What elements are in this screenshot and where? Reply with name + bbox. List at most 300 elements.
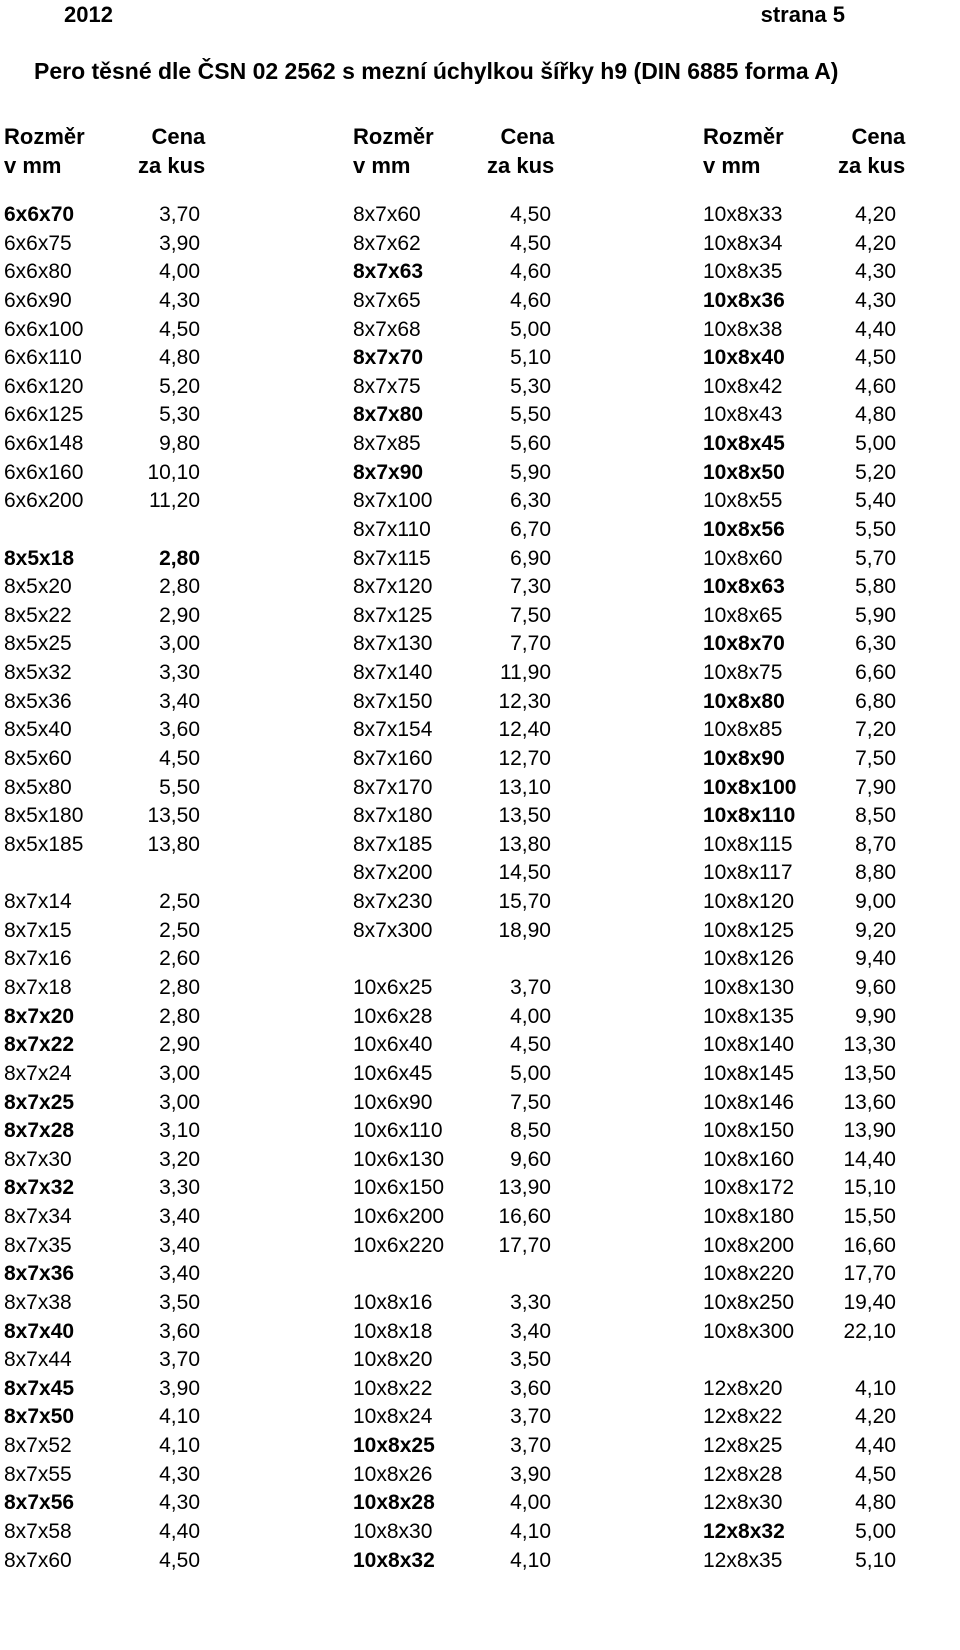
size-cell: 6x6x125: [4, 403, 84, 427]
price-cell: 4,20: [855, 1405, 896, 1429]
price-cell: 13,10: [498, 775, 551, 799]
table-row: [353, 1002, 551, 1032]
size-cell: 12x8x35: [703, 1548, 783, 1572]
size-cell: 10x8x135: [703, 1004, 795, 1028]
size-cell: 10x8x32: [353, 1548, 435, 1572]
size-cell: 10x8x90: [703, 746, 785, 770]
table-row: [4, 1145, 200, 1175]
price-cell: 9,60: [510, 1147, 551, 1171]
size-cell: 6x6x120: [4, 374, 84, 398]
size-cell: 12x8x25: [703, 1434, 783, 1458]
size-cell: 10x8x140: [703, 1033, 795, 1057]
size-cell: 8x7x70: [353, 346, 424, 370]
table-row: [353, 1317, 551, 1347]
table-row: [703, 1145, 896, 1175]
price-cell: 5,10: [510, 346, 551, 370]
table-row: [353, 229, 551, 259]
table-row: [703, 1059, 896, 1089]
table-row: [353, 429, 551, 459]
header-price-line: Cena: [500, 124, 555, 149]
size-cell: 10x8x25: [353, 1434, 435, 1458]
table-row: [703, 1088, 896, 1118]
size-cell: 8x7x120: [353, 575, 433, 599]
price-cell: 13,60: [843, 1090, 896, 1114]
table-row: [353, 1173, 551, 1203]
table-row: [4, 715, 200, 745]
table-row: [703, 1460, 896, 1490]
price-cell: 5,10: [855, 1548, 896, 1572]
size-cell: 8x5x180: [4, 804, 84, 828]
table-row: [353, 1231, 551, 1261]
size-cell: 8x7x25: [4, 1090, 75, 1114]
header-price-line: za kus: [838, 153, 906, 178]
price-cell: 7,50: [510, 603, 551, 627]
table-row: [703, 572, 896, 602]
table-row: [353, 973, 551, 1003]
price-cell: 5,00: [510, 1061, 551, 1085]
price-cell: 3,90: [510, 1462, 551, 1486]
size-cell: 8x7x180: [353, 804, 433, 828]
size-cell: 10x8x126: [703, 947, 795, 971]
table-row: [703, 1402, 896, 1432]
price-cell: 13,50: [498, 804, 551, 828]
size-cell: 8x7x62: [353, 231, 421, 255]
table-row: [4, 658, 200, 688]
size-cell: 10x8x180: [703, 1205, 795, 1229]
size-cell: 10x6x200: [353, 1205, 445, 1229]
size-cell: 8x7x35: [4, 1233, 72, 1257]
price-cell: 5,90: [855, 603, 896, 627]
size-cell: 12x8x32: [703, 1519, 785, 1543]
table-row: [353, 1517, 551, 1547]
price-cell: 4,30: [159, 288, 200, 312]
table-row: [353, 916, 551, 946]
table-row: [353, 601, 551, 631]
price-cell: 4,10: [510, 1519, 551, 1543]
table-row: [353, 458, 551, 488]
price-cell: 3,90: [159, 231, 200, 255]
price-cell: 3,40: [159, 689, 200, 713]
size-cell: 8x7x55: [4, 1462, 72, 1486]
table-row: [4, 830, 200, 860]
price-cell: 5,30: [159, 403, 200, 427]
price-cell: 8,70: [855, 832, 896, 856]
table-row: [4, 801, 200, 831]
size-cell: 10x8x45: [703, 432, 785, 456]
price-cell: 9,40: [855, 947, 896, 971]
size-cell: 8x7x170: [353, 775, 433, 799]
table-row: [353, 1402, 551, 1432]
table-row: [4, 1088, 200, 1118]
size-cell: 10x8x75: [703, 661, 783, 685]
price-cell: 11,90: [500, 661, 551, 685]
price-cell: 17,70: [498, 1233, 551, 1257]
size-cell: 10x8x30: [353, 1519, 433, 1543]
price-cell: 3,00: [159, 1061, 200, 1085]
table-row: [703, 1173, 896, 1203]
size-cell: 10x8x172: [703, 1176, 795, 1200]
size-cell: 8x7x230: [353, 890, 433, 914]
price-cell: 11,20: [149, 489, 200, 513]
size-cell: 10x8x36: [703, 288, 785, 312]
size-cell: 8x5x18: [4, 546, 75, 570]
price-cell: 4,00: [510, 1491, 551, 1515]
size-cell: 6x6x70: [4, 203, 75, 226]
table-row: [703, 1002, 896, 1032]
price-cell: 5,50: [510, 403, 551, 427]
header-price-2: [487, 122, 554, 180]
price-cell: 15,50: [843, 1205, 896, 1229]
table-row: [4, 744, 200, 774]
size-cell: 8x7x140: [353, 661, 433, 685]
table-row: [4, 315, 200, 345]
price-cell: 4,50: [510, 231, 551, 255]
table-row: [703, 1488, 896, 1518]
size-cell: 6x6x148: [4, 432, 84, 456]
price-cell: 4,30: [159, 1462, 200, 1486]
table-row: [353, 200, 551, 230]
price-cell: 14,40: [843, 1147, 896, 1171]
size-cell: 8x7x90: [353, 460, 424, 484]
table-row: [353, 257, 551, 287]
table-row: [353, 1431, 551, 1461]
table-row: [703, 601, 896, 631]
size-cell: 10x8x38: [703, 317, 783, 341]
price-cell: 17,70: [843, 1262, 896, 1286]
price-cell: 6,30: [510, 489, 551, 513]
table-row: [703, 887, 896, 917]
table-row: [353, 1116, 551, 1146]
header-size-3: [703, 122, 784, 180]
size-cell: 10x8x16: [353, 1290, 433, 1314]
table-row: [4, 1030, 200, 1060]
size-cell: 10x8x160: [703, 1147, 795, 1171]
price-cell: 2,90: [159, 1033, 200, 1057]
table-row: [353, 315, 551, 345]
size-cell: 6x6x200: [4, 489, 84, 513]
table-row: [4, 1231, 200, 1261]
price-cell: 4,80: [855, 1491, 896, 1515]
size-cell: 6x6x110: [4, 346, 82, 370]
size-cell: 8x7x38: [4, 1290, 72, 1314]
header-price-line: za kus: [138, 153, 206, 178]
price-cell: 3,70: [159, 203, 200, 226]
price-cell: 8,80: [855, 861, 896, 885]
price-cell: 13,90: [498, 1176, 551, 1200]
size-cell: 8x7x65: [353, 288, 421, 312]
table-row: [4, 1546, 200, 1576]
size-cell: 8x7x300: [353, 918, 433, 942]
table-row: [353, 343, 551, 373]
size-cell: 8x7x18: [4, 976, 72, 999]
table-row: [4, 773, 200, 803]
size-cell: 10x8x22: [353, 1376, 433, 1400]
price-cell: 3,70: [510, 1434, 551, 1458]
size-cell: 12x8x22: [703, 1405, 783, 1429]
size-cell: 10x8x200: [703, 1233, 795, 1257]
price-cell: 4,80: [855, 403, 896, 427]
size-cell: 8x7x45: [4, 1376, 75, 1400]
table-row: [4, 1002, 200, 1032]
size-cell: 8x7x58: [4, 1519, 72, 1543]
page-title: Pero těsné dle ČSN 02 2562 s mezní úchylkou šířky h9 (DIN 6885 forma A): [34, 58, 839, 84]
price-cell: 13,80: [498, 832, 551, 856]
table-row: [4, 687, 200, 717]
price-cell: 4,60: [510, 288, 551, 312]
size-cell: 8x5x60: [4, 746, 72, 770]
price-cell: 4,50: [510, 203, 551, 226]
price-cell: 6,90: [510, 546, 551, 570]
size-cell: 8x7x22: [4, 1033, 75, 1057]
size-cell: 12x8x20: [703, 1376, 783, 1400]
size-cell: 8x5x40: [4, 718, 72, 742]
size-cell: 10x8x26: [353, 1462, 433, 1486]
price-cell: 4,30: [855, 260, 896, 284]
price-cell: 3,40: [159, 1233, 200, 1257]
price-cell: 4,30: [855, 288, 896, 312]
price-cell: 3,30: [510, 1290, 551, 1314]
size-cell: 8x7x68: [353, 317, 421, 341]
header-size-line: v mm: [4, 153, 62, 178]
size-cell: 10x8x115: [703, 832, 793, 856]
table-row: [703, 1116, 896, 1146]
price-cell: 8,50: [510, 1119, 551, 1143]
table-row: [4, 1460, 200, 1490]
size-cell: 10x8x60: [703, 546, 783, 570]
size-cell: 8x7x150: [353, 689, 433, 713]
size-cell: 8x7x20: [4, 1004, 75, 1028]
price-cell: 12,30: [498, 689, 551, 713]
table-row: [4, 486, 200, 516]
table-row: [703, 830, 896, 860]
size-cell: 10x8x146: [703, 1090, 795, 1114]
table-row: [703, 315, 896, 345]
price-cell: 9,20: [855, 918, 896, 942]
price-cell: 3,00: [159, 632, 200, 656]
size-cell: 8x7x200: [353, 861, 433, 885]
price-cell: 3,30: [159, 661, 200, 685]
table-row: [703, 343, 896, 373]
size-cell: 6x6x160: [4, 460, 84, 484]
table-row: [703, 286, 896, 316]
price-cell: 5,00: [855, 432, 896, 456]
price-cell: 4,10: [159, 1434, 200, 1458]
size-cell: 10x8x40: [703, 346, 785, 370]
price-cell: 5,50: [159, 775, 200, 799]
price-cell: 16,60: [843, 1233, 896, 1257]
header-size-2: [353, 122, 434, 180]
table-row: [353, 1088, 551, 1118]
price-cell: 7,20: [855, 718, 896, 742]
price-cell: 3,60: [510, 1376, 551, 1400]
size-cell: 10x8x24: [353, 1405, 433, 1429]
price-cell: 4,50: [159, 1548, 200, 1572]
price-cell: 2,90: [159, 603, 200, 627]
table-row: [4, 257, 200, 287]
header-price-line: za kus: [487, 153, 555, 178]
price-cell: 3,40: [510, 1319, 551, 1343]
price-cell: 5,20: [159, 374, 200, 398]
price-cell: 5,90: [510, 460, 551, 484]
table-row: [4, 601, 200, 631]
price-cell: 5,00: [510, 317, 551, 341]
size-cell: 8x7x44: [4, 1348, 72, 1372]
price-cell: 5,50: [855, 517, 896, 541]
size-cell: 6x6x90: [4, 288, 72, 312]
price-cell: 12,40: [498, 718, 551, 742]
header-size-line: Rozměr: [703, 124, 784, 149]
table-row: [353, 801, 551, 831]
price-cell: 9,80: [159, 432, 200, 456]
price-cell: 6,60: [855, 661, 896, 685]
price-cell: 7,50: [855, 746, 896, 770]
price-cell: 3,40: [159, 1205, 200, 1229]
table-row: [703, 858, 896, 888]
table-row: [703, 257, 896, 287]
table-row: [4, 1402, 200, 1432]
table-row: [4, 916, 200, 946]
size-cell: 8x7x115: [353, 546, 431, 570]
header-price-3: [838, 122, 905, 180]
header-price-line: Cena: [851, 124, 906, 149]
price-cell: 15,10: [843, 1176, 896, 1200]
table-row: [353, 372, 551, 402]
table-row: [703, 372, 896, 402]
price-cell: 6,30: [855, 632, 896, 656]
size-cell: 8x7x60: [4, 1548, 72, 1572]
table-row: [353, 715, 551, 745]
size-cell: 8x7x100: [353, 489, 433, 513]
size-cell: 10x8x150: [703, 1119, 795, 1143]
size-cell: 8x7x110: [353, 517, 431, 541]
size-cell: 10x6x40: [353, 1033, 433, 1057]
price-cell: 16,60: [498, 1205, 551, 1229]
table-row: [4, 458, 200, 488]
table-row: [703, 429, 896, 459]
price-cell: 4,80: [159, 346, 200, 370]
price-cell: 4,00: [510, 1004, 551, 1028]
size-cell: 8x5x185: [4, 832, 84, 856]
price-cell: 5,20: [855, 460, 896, 484]
price-cell: 4,40: [855, 317, 896, 341]
table-row: [703, 544, 896, 574]
price-cell: 4,60: [855, 374, 896, 398]
size-cell: 8x7x16: [4, 947, 72, 971]
price-cell: 7,90: [855, 775, 896, 799]
table-row: [4, 572, 200, 602]
price-cell: 2,50: [159, 918, 200, 942]
table-row: [4, 1517, 200, 1547]
price-cell: 3,70: [510, 976, 551, 999]
size-cell: 8x7x85: [353, 432, 421, 456]
table-row: [4, 1374, 200, 1404]
size-cell: 10x8x145: [703, 1061, 795, 1085]
size-cell: 10x8x125: [703, 918, 795, 942]
price-cell: 4,40: [855, 1434, 896, 1458]
table-row: [353, 773, 551, 803]
table-row: [4, 1431, 200, 1461]
table-row: [703, 1259, 896, 1289]
size-cell: 6x6x80: [4, 260, 72, 284]
size-cell: 10x8x18: [353, 1319, 433, 1343]
price-cell: 4,50: [510, 1033, 551, 1057]
price-cell: 3,90: [159, 1376, 200, 1400]
table-row: [353, 515, 551, 545]
table-row: [353, 286, 551, 316]
table-row: [703, 658, 896, 688]
table-row: [4, 1259, 200, 1289]
size-cell: 10x8x34: [703, 231, 783, 255]
table-row: [703, 944, 896, 974]
size-cell: 8x7x50: [4, 1405, 75, 1429]
size-cell: 8x7x15: [4, 918, 72, 942]
price-cell: 8,50: [855, 804, 896, 828]
header-size-line: Rozměr: [4, 124, 85, 149]
price-cell: 4,50: [159, 317, 200, 341]
price-cell: 4,20: [855, 203, 896, 226]
price-cell: 4,00: [159, 260, 200, 284]
header-size-line: v mm: [703, 153, 761, 178]
table-row: [703, 1231, 896, 1261]
table-row: [703, 973, 896, 1003]
table-row: [353, 1460, 551, 1490]
size-cell: 8x7x30: [4, 1147, 72, 1171]
header-price-1: [138, 122, 205, 180]
table-row: [353, 1030, 551, 1060]
table-row: [703, 916, 896, 946]
price-cell: 9,60: [855, 976, 896, 999]
price-cell: 5,80: [855, 575, 896, 599]
price-cell: 2,80: [159, 976, 200, 999]
price-cell: 13,30: [843, 1033, 896, 1057]
size-cell: 8x5x20: [4, 575, 72, 599]
header-size-1: [4, 122, 85, 180]
table-row: [4, 400, 200, 430]
header-size-line: v mm: [353, 153, 411, 178]
size-cell: 8x7x34: [4, 1205, 72, 1229]
size-cell: 10x6x45: [353, 1061, 433, 1085]
size-cell: 8x7x130: [353, 632, 433, 656]
table-row: [353, 629, 551, 659]
table-row: [4, 629, 200, 659]
table-row: [353, 400, 551, 430]
size-cell: 12x8x30: [703, 1491, 783, 1515]
price-cell: 4,10: [510, 1548, 551, 1572]
price-cell: 3,60: [159, 718, 200, 742]
table-row: [4, 944, 200, 974]
table-row: [703, 400, 896, 430]
size-cell: 10x8x130: [703, 976, 795, 999]
price-cell: 3,70: [510, 1405, 551, 1429]
table-row: [4, 1173, 200, 1203]
table-row: [4, 544, 200, 574]
price-cell: 3,70: [159, 1348, 200, 1372]
page-number: strana 5: [760, 2, 845, 27]
price-cell: 4,50: [159, 746, 200, 770]
size-cell: 8x5x36: [4, 689, 72, 713]
size-cell: 8x7x60: [353, 203, 421, 226]
table-row: [353, 486, 551, 516]
price-cell: 14,50: [498, 861, 551, 885]
size-cell: 8x5x22: [4, 603, 72, 627]
price-cell: 3,50: [159, 1290, 200, 1314]
size-cell: 8x7x56: [4, 1491, 75, 1515]
table-row: [4, 429, 200, 459]
size-cell: 10x8x63: [703, 575, 785, 599]
price-cell: 2,80: [159, 546, 200, 570]
size-cell: 10x8x35: [703, 260, 783, 284]
size-cell: 10x8x80: [703, 689, 785, 713]
